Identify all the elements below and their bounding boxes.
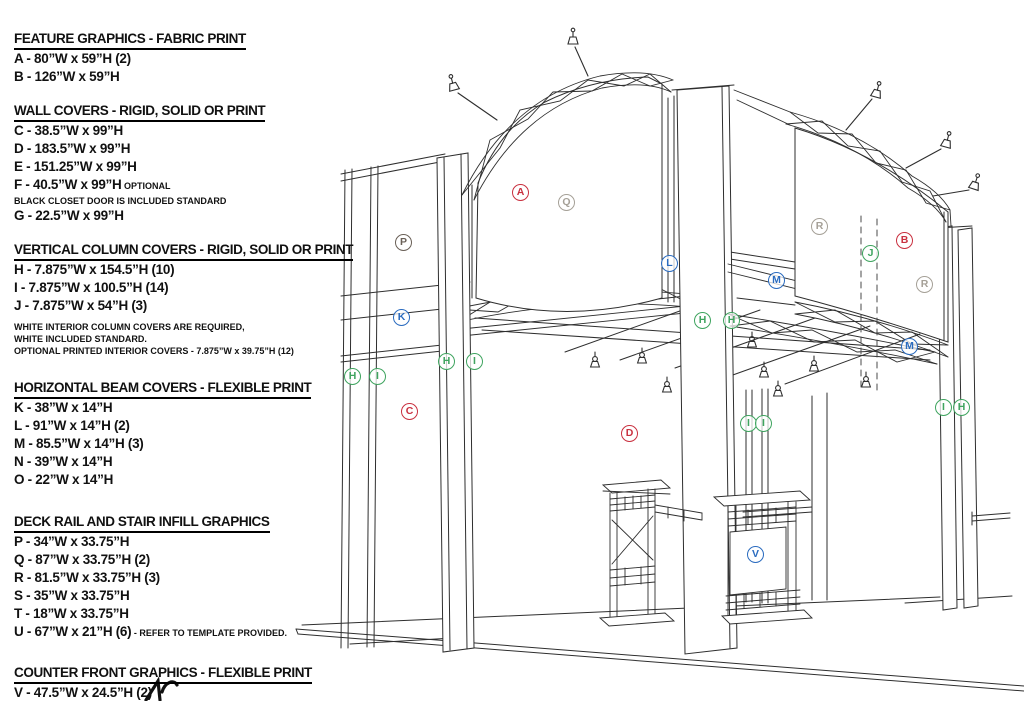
feature-panel-b (734, 80, 983, 357)
spec-section-title: DECK RAIL AND STAIR INFILL GRAPHICS (14, 513, 374, 533)
left-column (437, 153, 474, 652)
diagram-label-i: I (755, 415, 772, 432)
spec-line: T - 18”W x 33.75”H (14, 606, 129, 621)
diagram-label-h: H (694, 312, 711, 329)
spec-line: I - 7.875”W x 100.5”H (14) (14, 280, 169, 295)
spec-line: F - 40.5”W x 99”H OPTIONAL (14, 177, 171, 192)
diagram-label-r: R (916, 276, 933, 293)
spec-line: O - 22”W x 14”H (14, 472, 114, 487)
spec-line: P - 34”W x 33.75”H (14, 534, 130, 549)
spec-section (14, 241, 374, 357)
spec-line: G - 22.5”W x 99”H (14, 208, 124, 223)
spec-section-title: COUNTER FRONT GRAPHICS - FLEXIBLE PRINT (14, 664, 374, 684)
diagram-label-m: M (768, 272, 785, 289)
feature-panel-a (446, 28, 673, 311)
diagram-label-v: V (747, 546, 764, 563)
spec-section-title: FEATURE GRAPHICS - FABRIC PRINT (14, 30, 374, 50)
spec-section (14, 664, 374, 701)
diagram-label-m: M (901, 338, 918, 355)
diagram-label-h: H (723, 312, 740, 329)
spec-line: H - 7.875”W x 154.5”H (10) (14, 262, 175, 277)
spec-line: J - 7.875”W x 54”H (3) (14, 298, 147, 313)
spec-line: V - 47.5”W x 24.5”H (2) (14, 685, 152, 700)
diagram-label-a: A (512, 184, 529, 201)
diagram-label-b: B (896, 232, 913, 249)
spec-line: C - 38.5”W x 99”H (14, 123, 123, 138)
spec-line: E - 151.25”W x 99”H (14, 159, 137, 174)
spec-line: U - 67”W x 21”H (6) - REFER TO TEMPLATE PROVIDED. (14, 624, 288, 639)
diagram-label-i: I (935, 399, 952, 416)
spec-section (14, 30, 374, 86)
spec-line: R - 81.5”W x 33.75”H (3) (14, 570, 160, 585)
diagram-label-h: H (438, 353, 455, 370)
spec-line: N - 39”W x 14”H (14, 454, 113, 469)
spec-section (14, 379, 374, 489)
diagram-label-h: H (953, 399, 970, 416)
spec-section-title: HORIZONTAL BEAM COVERS - FLEXIBLE PRINT (14, 379, 374, 399)
diagram-label-r: R (811, 218, 828, 235)
spec-note: BLACK CLOSET DOOR IS INCLUDED STANDARD (14, 196, 227, 206)
spec-section (14, 102, 374, 225)
spec-line: A - 80”W x 59”H (2) (14, 51, 131, 66)
spec-note: WHITE INTERIOR COLUMN COVERS ARE REQUIRED, (14, 322, 245, 332)
spec-line: M - 85.5”W x 14”H (3) (14, 436, 144, 451)
right-columns (938, 226, 1010, 610)
diagram-label-l: L (661, 255, 678, 272)
spec-line: L - 91”W x 14”H (2) (14, 418, 130, 433)
diagram-label-i: I (466, 353, 483, 370)
spec-section (14, 513, 374, 642)
diagram-label-q: Q (558, 194, 575, 211)
spec-section-title: WALL COVERS - RIGID, SOLID OR PRINT (14, 102, 374, 122)
spec-line: Q - 87”W x 33.75”H (2) (14, 552, 150, 567)
spec-panel (14, 30, 374, 701)
spec-line: B - 126”W x 59”H (14, 69, 120, 84)
spec-line: S - 35”W x 33.75”H (14, 588, 130, 603)
diagram-label-i: I (740, 415, 757, 432)
center-column (672, 85, 737, 654)
floor-lines (296, 596, 1024, 691)
spec-section-title: VERTICAL COLUMN COVERS - RIGID, SOLID OR PRINT (14, 241, 374, 261)
diagram-label-p: P (395, 234, 412, 251)
diagram-label-h: H (344, 368, 361, 385)
spec-note: OPTIONAL PRINTED INTERIOR COVERS - 7.875”W x 39.75”H (12) (14, 346, 294, 356)
spec-note: WHITE INCLUDED STANDARD. (14, 334, 147, 344)
diagram-label-i: I (369, 368, 386, 385)
spec-line: K - 38”W x 14”H (14, 400, 113, 415)
diagram-label-j: J (862, 245, 879, 262)
diagram-label-k: K (393, 309, 410, 326)
diagram-label-d: D (621, 425, 638, 442)
spec-line: D - 183.5”W x 99”H (14, 141, 131, 156)
diagram-label-c: C (401, 403, 418, 420)
